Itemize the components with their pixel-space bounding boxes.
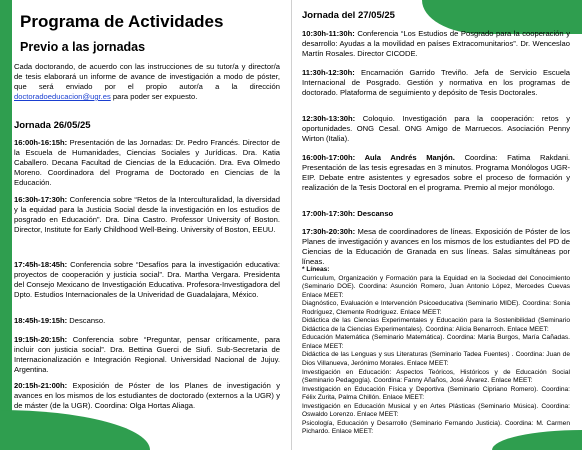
session-item bbox=[302, 227, 570, 267]
research-line-item: Psicología, Educación y Desarrollo (Seminario Fernando Justicia). Coordina: M. Carmen Pichardo. Enlace MEET: bbox=[302, 419, 570, 436]
session-time: 16:00h-17:00h: bbox=[302, 153, 356, 162]
intro-paragraph bbox=[14, 62, 280, 102]
session-text: Exposición de Póster de los Planes de investigación y avances en los mismos de los estudiantes de doctorado (externos a la UGR) y de máster (de la UGR). Coordina: Olga Hortas Aliaga. bbox=[14, 381, 280, 410]
session-item bbox=[14, 138, 280, 188]
session-item bbox=[302, 68, 570, 98]
research-line-item: Didáctica de las Ciencias Experimentales y Educación para la Sostenibilidad (Seminario Didáctica de la Ciencias Experimentales). Coordina: Alicia Benarroch. Enlace MEET: bbox=[302, 317, 570, 333]
session-time: 18:45h-19:15h: bbox=[14, 316, 68, 325]
left-panel bbox=[14, 0, 284, 450]
day1-heading: Jornada 26/05/25 bbox=[14, 120, 91, 131]
research-lines-list bbox=[302, 266, 570, 437]
session-time: 12:30h-13:30h: bbox=[302, 114, 356, 123]
session-text: Conferencia sobre “Desafíos para la investigación educativa: proyectos de cooperación y justicia social”. Dra. Martha Vergara. Presidenta del Consejo Mexicano de Investigación Educativa. Profesora-Investigadora del Dpto. Estudios Internacionales de la Univeridad de Guadalajara, México. bbox=[14, 260, 280, 299]
session-time: 10:30h-11:30h: bbox=[302, 29, 355, 38]
session-venue: Aula Andrés Manjón. bbox=[355, 153, 455, 162]
session-time: 17:00h-17:30h: bbox=[302, 209, 356, 218]
page-title: Programa de Actividades bbox=[20, 12, 224, 31]
session-time: 20:15h-21:00h: bbox=[14, 381, 68, 390]
session-text: Mesa de coordinadores de líneas. Exposición de Póster de los Planes de investigación y avances en los mismos de los estudiantes del PD de Ciencias de la Educación de Granada en sus líneas. Salas simultáneas por líneas. bbox=[302, 227, 570, 266]
session-time: 11:30h-12:30h: bbox=[302, 68, 355, 77]
day2-heading: Jornada del 27/05/25 bbox=[302, 10, 395, 21]
day1-heading-wrap bbox=[14, 120, 91, 131]
contact-email-link[interactable]: doctoradoeducacion@ugr.es bbox=[14, 92, 111, 101]
session-text: Coloquio. Investigación para la cooperación: retos y oportunidades. ONG Cesal. ONG Amigo de Marruecos. Asociación Penny Wirton (Italia). bbox=[302, 114, 570, 143]
session-item bbox=[14, 195, 280, 235]
research-line-item: Didáctica de las Lenguas y sus Literaturas (Seminario Tadea Fuentes) . Coordina: Juan de Dios Villanueva, Jerónimo Morales. Enlace MEET: bbox=[302, 351, 570, 368]
research-line-item: Investigación en Educación Física y Deportiva (Seminario Cipriano Romero). Coordina: Félix Zurita, Palma Chillón. Enlace MEET: bbox=[302, 385, 570, 402]
session-text: Descanso bbox=[355, 209, 394, 218]
session-item bbox=[14, 381, 280, 411]
session-time: 17:45h-18:45h: bbox=[14, 260, 68, 269]
session-item bbox=[14, 316, 280, 326]
session-item bbox=[302, 209, 570, 219]
day2-heading-wrap bbox=[302, 10, 395, 21]
research-line-item: Educación Matemática (Seminario Matemática). Coordina: María Burgos, María Cañadas. Enlace MEET: bbox=[302, 334, 570, 350]
fold-divider bbox=[291, 0, 292, 450]
session-text: Descanso. bbox=[67, 316, 106, 325]
right-panel bbox=[302, 0, 572, 450]
session-time: 17:30h-20:30h: bbox=[302, 227, 356, 236]
session-text: Conferencia sobre “Retos de la Interculturalidad, la diversidad y la equidad para la Justicia Social desde la investigación en los estudios de posgrado en Educación”. Dra. Dina Castro. Professor University of Boston. Director, Institute for Early Childhood Well-Being. University of Boston, EEUU. bbox=[14, 195, 280, 234]
green-side-band bbox=[0, 0, 12, 450]
research-line-item: Curriculum, Organización y Formación para la Equidad en la Sociedad del Conocimiento (Seminario DOE). Coordina: Asunción Romero, Juan Antonio López, Mercedes Cuevas Enlace MEET: bbox=[302, 274, 570, 299]
session-text: Conferencia “Los Estudios de Posgrado para la cooperación y desarrollo: Ayudas a la movilidad en países Extracomunitarios”. Dr. Wenceslao Martín Rosales. Director CICODE. bbox=[302, 29, 570, 58]
session-item bbox=[14, 260, 280, 300]
session-time: 19:15h-20:15h: bbox=[14, 335, 68, 344]
intro-heading: Previo a las jornadas bbox=[20, 40, 146, 54]
session-text: Presentación de las Jornadas: Dr. Pedro Francés. Director de la Escuela de Humanidades, Ciencias Sociales y Jurídicas. Dra. Katia Caballero. Decana Facultad de Ciencias de la Educación. Dra. Eva Olmedo Moreno. Coordinadora del Programa de Doctorado en Ciencias de la Educación. bbox=[14, 138, 280, 187]
session-item bbox=[302, 114, 570, 144]
lines-label: * Líneas: bbox=[302, 266, 330, 273]
intro-suffix: para poder ser expuesto. bbox=[110, 92, 198, 101]
session-item bbox=[14, 335, 280, 375]
session-text: Conferencia sobre “Preguntar, pensar críticamente, para incluir con justicia social”. Dra. Bettina Guerci de Siufi. Sub-Secretaria de Internacionalización e Integración Regional. Universidad Nacional de Jujuy. Argentina. bbox=[14, 335, 280, 374]
session-item bbox=[302, 153, 570, 193]
research-line-item: Diagnóstico, Evaluación e Intervención Psicoeducativa (Seminario MIDE). Coordina: Sonia Rodríguez, Clemente Rodríguez. Enlace MEET: bbox=[302, 300, 570, 316]
research-line-item: Investigación en Educación Musical y en Artes Plásticas (Seminario Música). Coordina: Oswaldo Lorenzo. Enlace MEET: bbox=[302, 402, 570, 419]
research-line-item: Investigación en Educación: Aspectos Teóricos, Históricos y de Educación Social (Seminario Pedagogía). Coordina: Fanny Añaños, José Álvarez. Enlace MEET: bbox=[302, 368, 570, 385]
session-time: 16:00h-16:15h: bbox=[14, 138, 68, 147]
session-item bbox=[302, 29, 570, 59]
session-time: 16:30h-17:30h: bbox=[14, 195, 68, 204]
session-text: Coordina: Fatima Rakdani. Presentación de las tesis egresadas en 3 minutos. Programa Monólogos UGR-EIP. Debate entre asistentes y egresados sobre el proceso de formación y realización de la Tesis Doctoral en el programa. Premio al mejor monólogo. bbox=[302, 153, 570, 192]
session-text: Encarnación Garrido Treviño. Jefa de Servicio Escuela Internacional de Posgrado. Gestión y normativa en los programas de doctorado. Plataforma de seguimiento y depósito de Tesis Doctorales. bbox=[302, 68, 570, 97]
intro-text: Cada doctorando, de acuerdo con las instrucciones de su tutor/a y director/a de tesis elaborará un informe de avance de investigación a modo de póster, que será enviado por el propio autor/a a la dirección bbox=[14, 62, 280, 91]
